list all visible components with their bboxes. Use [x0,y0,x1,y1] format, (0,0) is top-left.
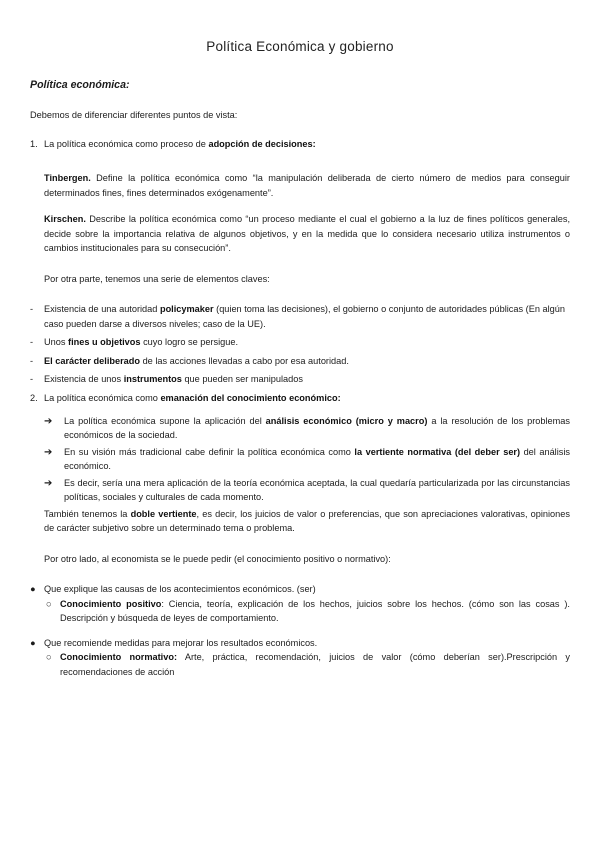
kirschen-name: Kirschen. [44,214,86,225]
sub-item-text [60,650,570,679]
bullet-item [30,582,570,626]
key-element-bold: instrumentos [123,374,182,385]
arrow-item [44,414,570,443]
arrow-icon: ➔ [44,415,53,427]
arrow-bold: la vertiente normativa (del deber ser) [354,446,521,457]
sub-item-text [60,597,570,626]
key-element-bold: policymaker [159,304,214,315]
point-1-end: : [312,138,316,149]
double-bold: doble vertiente [130,508,197,519]
economist-paragraph: Por otro lado, al economista se le puede pedir (el conocimiento positivo o normativo): [44,553,391,564]
arrow-icon: ➔ [44,446,53,458]
intro-paragraph: Debemos de diferenciar diferentes puntos de vista: [30,110,238,121]
key-element-post: cuyo logro se persigue. [140,337,239,348]
point-1 [30,137,570,152]
point-2-lead: La política económica como [44,392,161,403]
sub-item-bold: Conocimiento positivo [60,598,162,609]
section-heading: Política económica: [30,79,130,92]
point-2 [30,391,570,406]
point-1-number: 1. [30,138,38,149]
arrow-icon: ➔ [44,477,53,489]
double-pre: También tenemos la [44,508,131,519]
tinbergen-paragraph [44,171,570,200]
other-part-paragraph: Por otra parte, tenemos una serie de elementos claves: [44,273,270,284]
key-element-text [44,372,303,387]
key-element-item [30,354,570,369]
key-element-item [30,372,570,387]
circle-bullet-icon: ○ [46,652,52,663]
arrow-item [44,476,570,505]
key-element-bold: fines u objetivos [68,337,141,348]
kirschen-paragraph [44,212,570,256]
key-element-item [30,335,570,350]
point-1-text [44,137,316,152]
key-element-post: (quien toma las decisiones), el gobierno o conjunto de autoridades públicas (En algún caso pueden darse a diversos niveles; caso de la UE). [44,304,565,329]
bullet-item [30,636,570,680]
key-element-text [44,354,349,369]
point-2-number: 2. [30,392,38,403]
point-2-end: : [337,392,341,403]
sub-item [46,650,570,679]
arrow-list [44,414,570,505]
point-2-bold: emanación del conocimiento económico [160,392,338,403]
sub-list [46,597,570,626]
arrow-post: del análisis económico. [64,446,570,472]
point-2-text [44,391,341,406]
tinbergen-text: Define la política económica como “la manipulación deliberada de cierto número de medios para conseguir determinados fines, fines determinados exógenamente”. [44,173,570,198]
tinbergen-name: Tinbergen. [44,173,91,184]
dash-marker: - [30,304,34,315]
arrow-item-text [64,476,570,505]
key-element-post: que pueden ser manipulados [181,374,303,385]
arrow-bold: análisis económico (micro y macro) [265,415,428,426]
dash-marker: - [30,337,34,348]
sub-item-bold: Conocimiento normativo: [60,652,178,663]
page-title: Política Económica y gobierno [206,39,394,54]
arrow-item-text [64,445,570,474]
key-element-pre: Existencia de una autoridad [44,304,160,315]
key-element-item [30,302,570,331]
sub-item [46,597,570,626]
double-post: , es decir, los juicios de valor o preferencias, que son apreciaciones valorativas, opiniones de carácter subjetivo sobre un determinado tema o problema. [44,508,570,534]
double-vertiente-paragraph [44,507,570,536]
sub-list [46,650,570,679]
sub-item-body: : Ciencia, teoría, explicación de los hechos, juicios sobre los hechos. (cómo son las cosas ). Descripción y búsqueda de leyes de comportamiento. [60,598,570,624]
bullet-dot-icon: ● [30,584,36,595]
arrow-item-text [64,414,570,443]
dash-marker: - [30,355,34,366]
key-element-bold: El carácter deliberado [44,355,141,366]
arrow-item [44,445,570,474]
bullet-text: Que recomiende medidas para mejorar los resultados económicos. [44,637,318,648]
kirschen-text: Describe la política económica como “un proceso mediante el cual el gobierno a la luz de fines políticos generales, decide sobre la importancia relativa de algunos objetivos, y en la medida que lo considera necesario utiliza instrumentos o cambios institucionales para su consecución”. [44,214,570,254]
arrow-pre: En su visión más tradicional cabe definir la política económica como [64,446,355,457]
bullet-row [30,636,570,651]
point-1-lead: La política económica como proceso de [44,138,209,149]
key-element-pre: Unos [44,337,69,348]
bullet-dot-icon: ● [30,637,36,648]
sub-item-body: Arte, práctica, recomendación, juicios de valor (cómo deberían ser).Prescripción y recomendaciones de acción [60,652,570,677]
arrow-pre: Es decir, sería una mera aplicación de la teoría económica aceptada, la cual quedaría particularizada por las circunstancias políticas, sociales y culturales de cada momento. [64,477,570,503]
point-1-bold: adopción de decisiones [208,138,313,149]
bullet-text: Que explique las causas de los acontecimientos económicos. (ser) [44,584,316,595]
key-element-pre: Existencia de unos [44,374,124,385]
arrow-post: a la resolución de los problemas económicos de la sociedad. [64,415,570,441]
arrow-pre: La política económica supone la aplicación del [64,415,266,426]
bullet-row [30,582,570,597]
key-element-text [44,302,570,331]
key-element-post: de las acciones llevadas a cabo por esa autoridad. [140,355,349,366]
dash-marker: - [30,374,34,385]
circle-bullet-icon: ○ [46,598,52,609]
key-elements-list [30,302,570,387]
bullet-list [30,582,570,679]
key-element-text [44,335,238,350]
